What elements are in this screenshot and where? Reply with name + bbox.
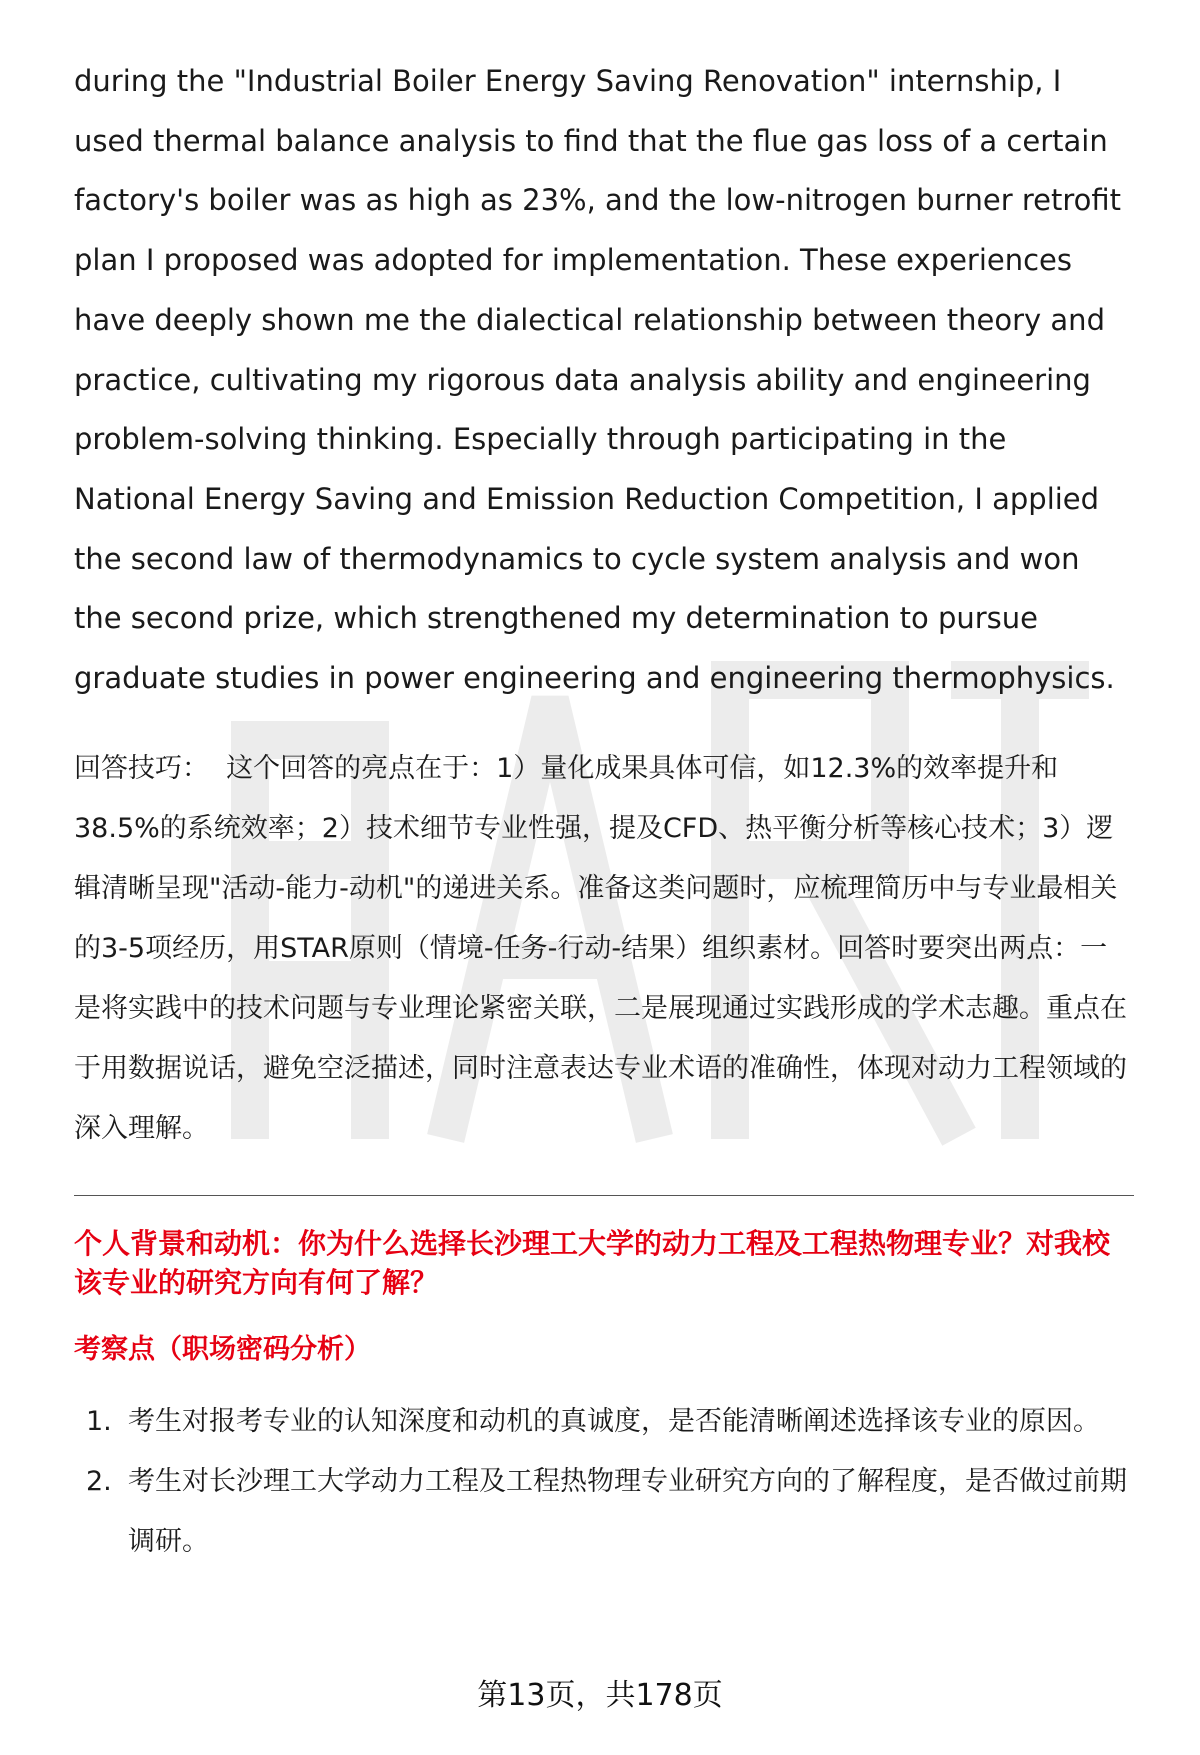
question-heading: 个人背景和动机：你为什么选择长沙理工大学的动力工程及工程热物理专业？对我校该专业的研究方向有何了解？ [74,1226,1111,1299]
list-item-text: 考生对长沙理工大学动力工程及工程热物理专业研究方向的了解程度，是否做过前期调研。 [128,1465,1127,1557]
answer-tips-label: 回答技巧： [74,752,209,784]
list-item-number: 2. [86,1465,112,1497]
assessment-heading: 考察点（职场密码分析） [74,1333,371,1365]
assessment-list [74,1392,1134,1572]
answer-tips [74,739,1134,1159]
answer-tips-text: 这个回答的亮点在于：1）量化成果具体可信，如12.3%的效率提升和38.5%的系统效率；2）技术细节专业性强，提及CFD、热平衡分析等核心技术；3）逻辑清晰呈现"活动-能力-动机"的递进关系。准备这类问题时，应梳理简历中与专业最相关的3-5项经历，用STAR原则（情境-任务-行动-结果）组织素材。回答时要突出两点：一是将实践中的技术问题与专业理论紧密关联，二是展现通过实践形成的学术志趣。重点在于用数据说话，避免空泛描述，同时注意表达专业术语的准确性，体现对动力工程领域的深入理解。 [74,752,1127,1144]
document-page [74,52,1134,1572]
list-item-text: 考生对报考专业的认知深度和动机的真诚度，是否能清晰阐述选择该专业的原因。 [128,1405,1100,1437]
list-item [74,1392,1134,1452]
body-paragraph: during the "Industrial Boiler Energy Saving Renovation" internship, I used thermal balance analysis to find that the flue gas loss of a certain factory's boiler was as high as 23%, and the low-nitrogen burner retrofit plan I proposed was adopted for implementation. These experiences have deeply shown me the dialectical relationship between theory and practice, cultivating my rigorous data analysis ability and engineering problem-solving thinking. Especially through participating in the National Energy Saving and Emission Reduction Competition, I applied the second law of thermodynamics to cycle system analysis and won the second prize, which strengthened my determination to pursue graduate studies in power engineering and engineering thermophysics. [74,64,1122,696]
section-divider [74,1195,1134,1196]
list-item-number: 1. [86,1405,112,1437]
page-number: 第13页，共178页 [477,1678,723,1713]
list-item [74,1452,1134,1572]
